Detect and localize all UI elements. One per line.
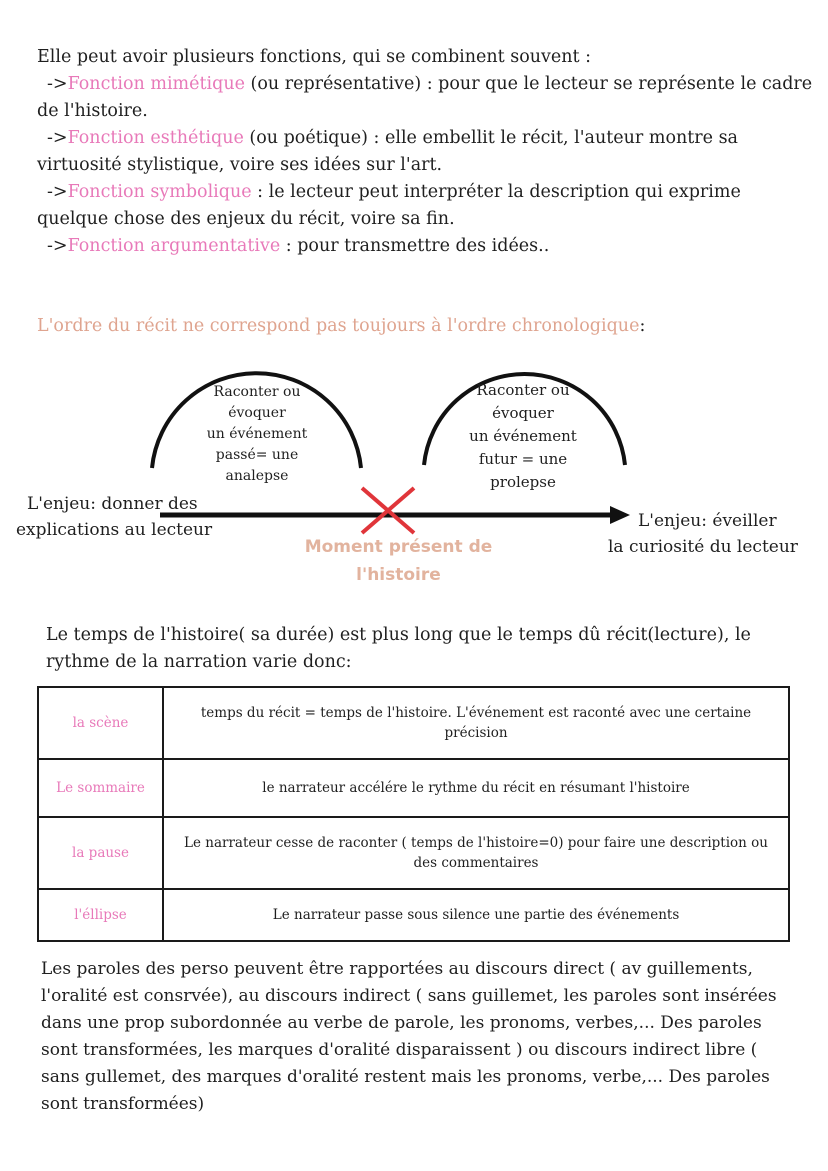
analepse-line: évoquer xyxy=(228,405,286,421)
table-desc-cell: le narrateur accélére le rythme du récit en résumant l'histoire xyxy=(163,759,789,817)
speech-line: sont transformées) xyxy=(41,1094,205,1114)
right-stake-line: L'enjeu: éveiller xyxy=(638,511,777,531)
function-term: Fonction esthétique xyxy=(67,128,244,148)
left-stake-line: explications au lecteur xyxy=(16,520,213,540)
function-text: : pour transmettre des idées.. xyxy=(280,236,550,256)
speech-line: l'oralité est consrvée), au discours indirect ( sans guillemet, les paroles sont insérées xyxy=(41,986,777,1006)
function-term: Fonction argumentative xyxy=(67,236,281,256)
left-stake-label xyxy=(16,491,212,543)
present-moment-line: l'histoire xyxy=(356,565,441,585)
prolepse-line: Raconter ou xyxy=(476,381,570,399)
arrow-text: -> xyxy=(47,182,68,202)
table-desc-cell: Le narrateur passe sous silence une partie des événements xyxy=(163,889,789,941)
function-item-symbolique xyxy=(37,179,807,206)
arrow-text: -> xyxy=(47,236,68,256)
function-text: (ou poétique) : elle embellit le récit, l'auteur montre sa xyxy=(243,128,738,148)
function-term: Fonction symbolique xyxy=(67,182,252,202)
order-heading-colon: : xyxy=(639,316,646,336)
prolepse-line: évoquer xyxy=(492,404,554,422)
analepse-line: analepse xyxy=(225,468,289,484)
prolepse-label xyxy=(450,379,596,494)
table-term-cell: la scène xyxy=(38,687,163,759)
analepse-label xyxy=(192,382,322,487)
table-row xyxy=(38,889,789,941)
function-text: (ou représentative) : pour que le lecteur se représente le cadre xyxy=(244,74,813,94)
prolepse-line: futur = une xyxy=(478,450,568,468)
function-continuation: de l'histoire. xyxy=(37,101,148,121)
tempo-line: Le temps de l'histoire( sa durée) est plus long que le temps dû récit(lecture), le xyxy=(46,625,751,645)
reported-speech-paragraph xyxy=(41,956,801,1118)
analepse-line: passé= une xyxy=(215,447,299,463)
table-row xyxy=(38,817,789,889)
left-stake-line: L'enjeu: donner des xyxy=(27,494,198,514)
functions-paragraph xyxy=(37,44,813,260)
arrow-text: -> xyxy=(47,74,68,94)
table-desc-cell: temps du récit = temps de l'histoire. L'événement est raconté avec une certaine précision xyxy=(163,687,789,759)
prolepse-line: prolepse xyxy=(490,473,556,491)
function-continuation: virtuosité stylistique, voire ses idées sur l'art. xyxy=(37,155,443,175)
table-desc-cell: Le narrateur cesse de raconter ( temps de l'histoire=0) pour faire une description ou des commentaires xyxy=(163,817,789,889)
table-term-cell: l'éllipse xyxy=(38,889,163,941)
analepse-line: Raconter ou xyxy=(213,384,301,400)
right-stake-line: la curiosité du lecteur xyxy=(608,537,798,557)
speech-line: Les paroles des perso peuvent être rapportées au discours direct ( av guillements, xyxy=(41,959,753,979)
present-moment-line: Moment présent de xyxy=(304,537,493,557)
order-heading-text: L'ordre du récit ne correspond pas toujours à l'ordre chronologique xyxy=(37,316,640,336)
narration-rhythm-table xyxy=(37,686,790,942)
right-stake-label xyxy=(608,508,798,560)
arrow-text: -> xyxy=(47,128,68,148)
function-continuation: quelque chose des enjeux du récit, voire sa fin. xyxy=(37,209,455,229)
function-item-esthetique xyxy=(37,125,807,152)
function-text: : le lecteur peut interpréter la description qui exprime xyxy=(251,182,741,202)
table-term-cell: la pause xyxy=(38,817,163,889)
table-row xyxy=(38,759,789,817)
tempo-line: rythme de la narration varie donc: xyxy=(46,652,352,672)
present-moment-label xyxy=(286,533,511,589)
intro-line: Elle peut avoir plusieurs fonctions, qui se combinent souvent : xyxy=(37,47,592,67)
tempo-paragraph xyxy=(46,622,786,676)
speech-line: sont transformées, les marques d'oralité disparaissent ) ou discours indirect libre ( xyxy=(41,1040,758,1060)
table-row xyxy=(38,687,789,759)
function-item-argumentative xyxy=(37,233,807,260)
table-term-cell: Le sommaire xyxy=(38,759,163,817)
speech-line: sans gullemet, des marques d'oralité restent mais les pronoms, verbe,... Des paroles xyxy=(41,1067,770,1087)
order-heading xyxy=(37,316,645,336)
function-term: Fonction mimétique xyxy=(67,74,245,94)
speech-line: dans une prop subordonnée au verbe de parole, les pronoms, verbes,... Des paroles xyxy=(41,1013,762,1033)
prolepse-line: un événement xyxy=(469,427,577,445)
function-item-mimetique xyxy=(37,71,813,98)
analepse-line: un événement xyxy=(206,426,308,442)
